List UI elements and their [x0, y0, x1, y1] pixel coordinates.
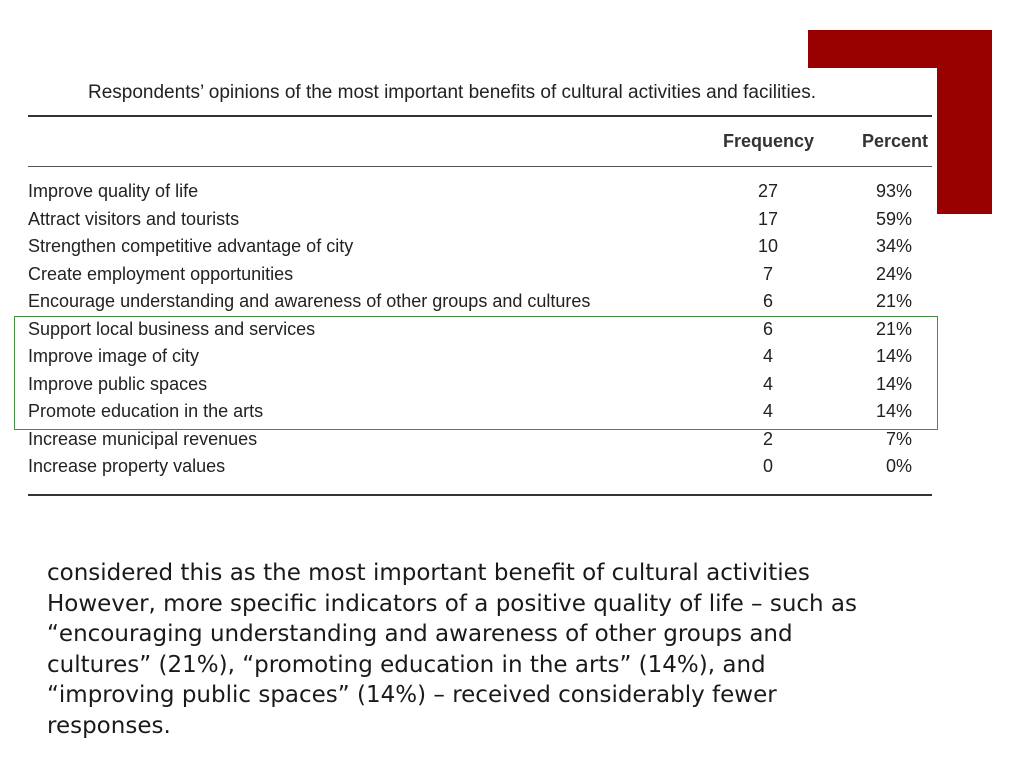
row-label: Attract visitors and tourists	[28, 208, 240, 229]
column-header-percent: Percent	[862, 131, 929, 151]
row-frequency: 4	[762, 401, 773, 421]
row-percent: 24%	[875, 263, 912, 284]
body-line: cultures” (21%), “promoting education in the arts” (14%), and	[47, 651, 766, 678]
table-header-rule	[28, 166, 932, 167]
row-label: Promote education in the arts	[28, 401, 264, 421]
highlight-box	[14, 316, 938, 430]
body-line: considered this as the most important benefit of cultural activities	[47, 560, 810, 586]
body-line: “encouraging understanding and awareness of other groups and	[47, 621, 793, 647]
row-percent: 93%	[875, 181, 912, 201]
body-line: “improving public spaces” (14%) – received considerably fewer	[47, 682, 777, 708]
row-percent: 21%	[875, 291, 912, 311]
row-percent: 59%	[875, 208, 912, 229]
row-label: Support local business and services	[28, 318, 316, 339]
table-row	[28, 456, 932, 484]
row-label: Improve image of city	[28, 346, 200, 366]
row-frequency: 4	[762, 346, 773, 366]
table-row	[28, 236, 932, 264]
row-frequency: 2	[762, 428, 773, 449]
row-frequency: 17	[757, 208, 779, 229]
accent-bar-side	[937, 30, 992, 214]
row-frequency: 0	[762, 456, 773, 476]
row-percent: 34%	[875, 236, 912, 256]
row-frequency: 7	[762, 263, 773, 284]
row-label: Improve quality of life	[28, 181, 199, 201]
row-percent: 21%	[875, 318, 912, 339]
row-frequency: 10	[757, 236, 779, 256]
body-line: responses.	[47, 712, 171, 739]
table-row	[28, 429, 932, 457]
row-frequency: 6	[762, 318, 773, 339]
body-paragraph	[47, 558, 947, 741]
row-label: Increase municipal revenues	[28, 428, 258, 449]
table-row	[28, 209, 932, 237]
row-percent: 14%	[875, 373, 912, 394]
column-header-frequency: Frequency	[723, 131, 815, 151]
row-label: Encourage understanding and awareness of other groups and cultures	[28, 291, 591, 311]
row-percent: 7%	[885, 428, 912, 449]
body-line: However, more specific indicators of a positive quality of life – such as	[47, 590, 858, 617]
table-row	[28, 291, 932, 319]
row-frequency: 6	[762, 291, 773, 311]
row-label: Increase property values	[28, 456, 226, 476]
row-percent: 0%	[885, 456, 912, 476]
row-label: Create employment opportunities	[28, 263, 294, 284]
table-top-rule	[28, 115, 932, 117]
table-row	[28, 264, 932, 292]
row-label: Strengthen competitive advantage of city	[28, 236, 354, 256]
row-frequency: 4	[762, 373, 773, 394]
row-percent: 14%	[875, 346, 912, 366]
row-frequency: 27	[757, 181, 779, 201]
row-label: Improve public spaces	[28, 373, 208, 394]
table-caption: Respondents’ opinions of the most important benefits of cultural activities and facilities.	[88, 82, 817, 103]
table-row	[28, 181, 932, 209]
row-percent: 14%	[875, 401, 912, 421]
benefits-table	[28, 76, 932, 496]
table-bottom-rule	[28, 494, 932, 496]
